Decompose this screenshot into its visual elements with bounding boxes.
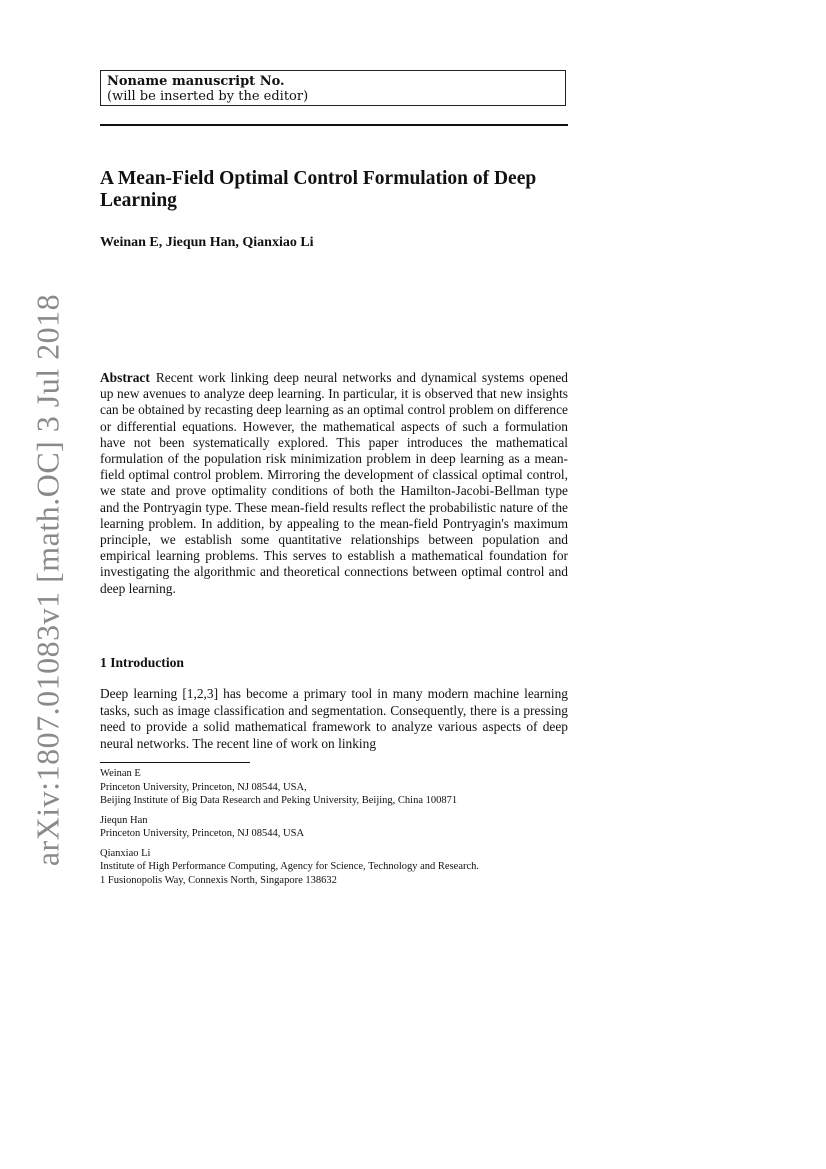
affiliation-address-line: Princeton University, Princeton, NJ 08544, USA (100, 828, 305, 839)
footnote-rule (100, 762, 250, 763)
affiliation-author-name: Weinan E (100, 768, 141, 779)
affiliation-address-line: Beijing Institute of Big Data Research and Peking University, Beijing, China 100871 (100, 795, 458, 806)
author-list: Weinan E, Jiequn Han, Qianxiao Li (100, 235, 314, 250)
abstract (100, 370, 568, 597)
affiliation-address-line: Institute of High Performance Computing, Agency for Science, Technology and Research. (100, 861, 480, 872)
manuscript-number-box (100, 70, 566, 106)
header-rule (100, 124, 568, 126)
arxiv-identifier-stamp: arXiv:1807.01083v1 [math.OC] 3 Jul 2018 (29, 293, 66, 867)
affiliation-address-line: Princeton University, Princeton, NJ 08544, USA, (100, 781, 307, 793)
paper-title: A Mean-Field Optimal Control Formulation of Deep Learning (100, 168, 537, 211)
section-heading-introduction: 1 Introduction (100, 655, 184, 670)
abstract-label: Abstract (100, 370, 150, 385)
editor-note: (will be inserted by the editor) (107, 89, 309, 104)
introduction-paragraph: Deep learning [1,2,3] has become a primary tool in many modern machine learning tasks, such as image classification and segmentation. Consequently, there is a pressing need to provide a solid mathematical framework to analyze various aspects of deep neural networks. The recent line of work on linking (100, 686, 568, 751)
affiliation-entry (100, 814, 568, 841)
affiliation-entry (100, 767, 568, 808)
abstract-text: Recent work linking deep neural networks and dynamical systems opened up new avenues to analyze deep learning. In particular, it is observed that new insights can be obtained by recasting deep learning as an optimal control problem on difference or differential equations. However, the mathematical aspects of such a formulation have not been systematically explored. This paper introduces the mathematical formulation of the population risk minimization problem in deep learning as a mean-field optimal control problem. Mirroring the development of classical optimal control, we state and prove optimality conditions of both the Hamilton-Jacobi-Bellman type and the Pontryagin type. These mean-field results reflect the probabilistic nature of the learning problem. In addition, by appealing to the mean-field Pontryagin's maximum principle, we establish some quantitative relationships between population and empirical learning problems. This serves to establish a mathematical foundation for investigating the algorithmic and theoretical connections between optimal control and deep learning. (100, 370, 568, 596)
affiliation-author-name: Jiequn Han (100, 814, 148, 826)
affiliation-entry (100, 847, 568, 888)
affiliation-address-line: 1 Fusionopolis Way, Connexis North, Singapore 138632 (100, 874, 337, 886)
affiliations (100, 767, 568, 893)
affiliation-author-name: Qianxiao Li (100, 847, 151, 859)
manuscript-number-label: Noname manuscript No. (107, 74, 285, 89)
